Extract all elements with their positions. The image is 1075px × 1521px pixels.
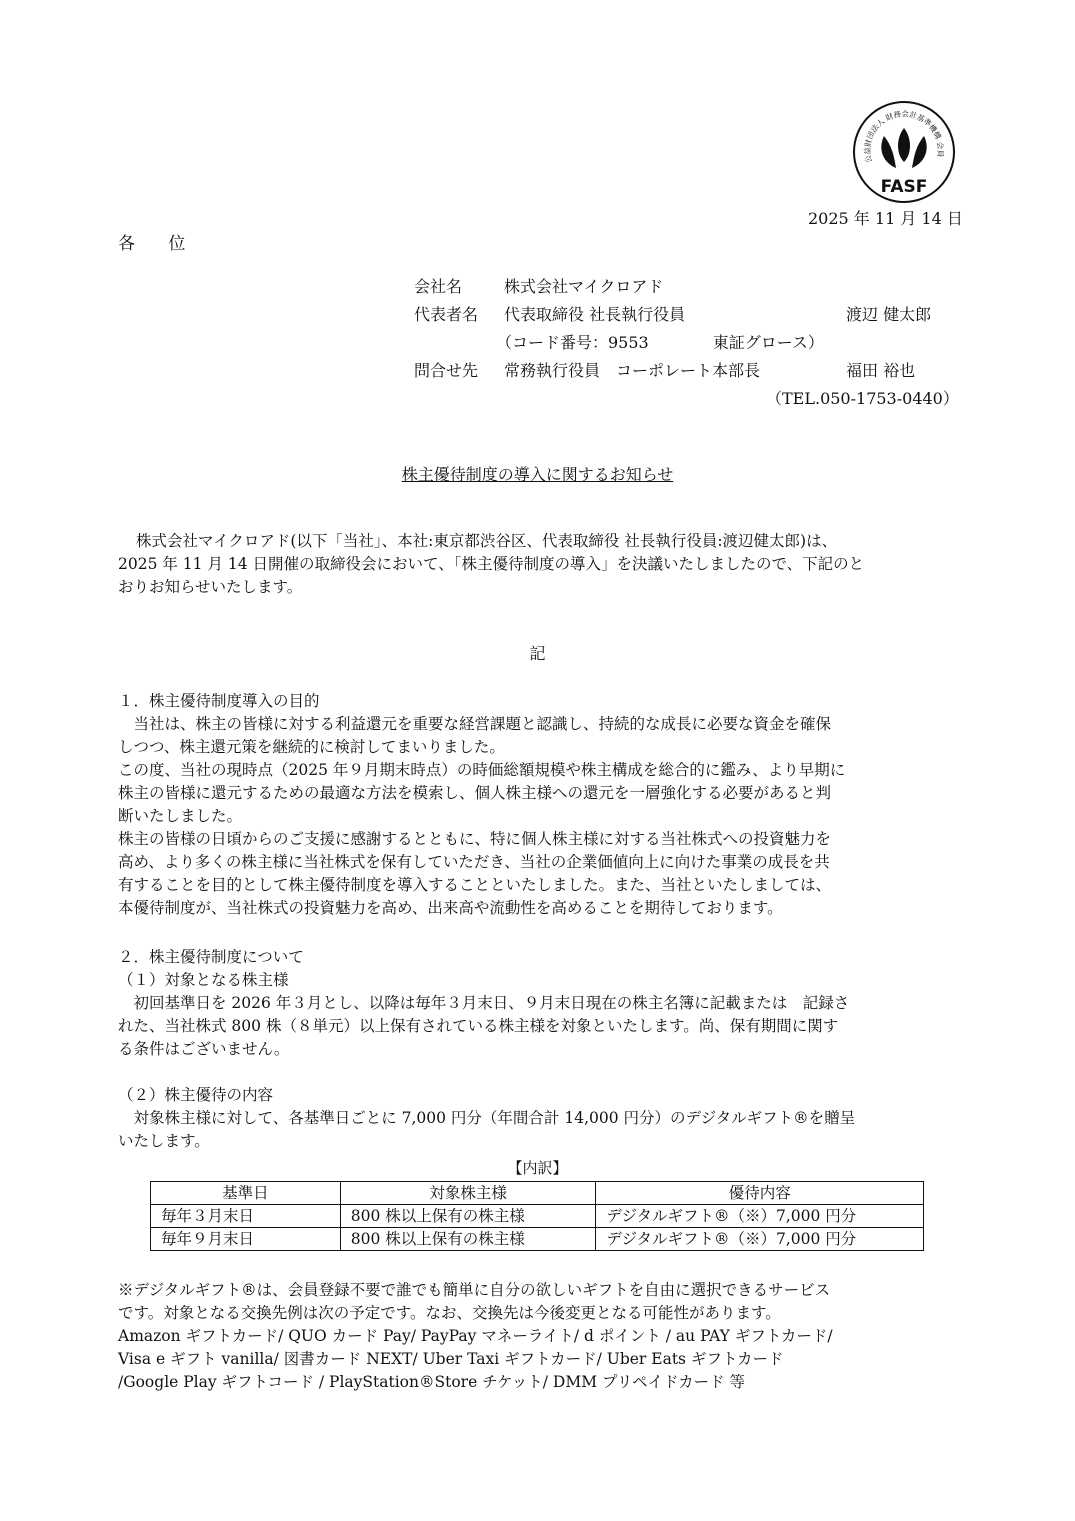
contact-title: 常務執行役員 コーポレート本部長 xyxy=(504,361,761,380)
subsection-2-line: 対象株主様に対して、各基準日ごとに 7,000 円分（年間合計 14,000 円分）のデジタルギフト®を贈呈 xyxy=(118,1109,856,1127)
contact-row xyxy=(414,358,954,386)
section-1-line: 本優待制度が、当社株式の投資魅力を高め、出来高や流動性を高めることを期待しております。 xyxy=(118,899,783,917)
benefit-table xyxy=(150,1181,924,1251)
intro-line: おりお知らせいたします。 xyxy=(118,578,303,596)
subsection-1-heading: （１）対象となる株主様 xyxy=(118,971,289,989)
section-1-line: 高め、より多くの株主様に当社株式を保有していただき、当社の企業価値向上に向けた事業の成長を共 xyxy=(118,853,830,871)
subsection-1-line: 初回基準日を 2026 年３月とし、以降は毎年３月末日、９月末日現在の株主名簿に記載または 記録さ xyxy=(118,994,850,1012)
stock-code: （コード番号：9553 東証グロース） xyxy=(496,333,824,352)
subsection-1-line: る条件はございません。 xyxy=(118,1040,290,1058)
section-2 xyxy=(118,946,958,1153)
table-cell: デジタルギフト®（※）7,000 円分 xyxy=(596,1205,924,1228)
representative-label: 代表者名 xyxy=(414,305,479,324)
representative-name: 渡辺 健太郎 xyxy=(846,305,932,324)
table-caption: 【内訳】 xyxy=(507,1159,568,1177)
logo-ring-text: 公益財団法人 財務会計基準機構 会員 xyxy=(862,109,946,164)
section-1-heading: １．株主優待制度導入の目的 xyxy=(118,692,320,710)
table-cell: 毎年３月末日 xyxy=(151,1205,341,1228)
section-2-heading: ２．株主優待制度について xyxy=(118,948,304,966)
company-row xyxy=(414,274,954,302)
table-header-row xyxy=(151,1182,924,1205)
addressee: 各 位 xyxy=(118,234,200,254)
column-header: 優待内容 xyxy=(596,1182,924,1205)
note-line: Amazon ギフトカード/ QUO カード Pay/ PayPay マネーライト/ d ポイント / au PAY ギフトカード/ xyxy=(118,1327,833,1345)
fasf-logo xyxy=(852,100,956,204)
section-1-line: 断いたしました。 xyxy=(118,807,243,825)
document-date: 2025 年 11 月 14 日 xyxy=(808,209,963,228)
section-1-line: 当社は、株主の皆様に対する利益還元を重要な経営課題と認識し、持続的な成長に必要な資金を確保 xyxy=(118,715,832,733)
subsection-1-line: れた、当社株式 800 株（８単元）以上保有されている株主様を対象といたします。尚、保有期間に関す xyxy=(118,1017,839,1035)
section-1-line: この度、当社の現時点（2025 年９月期末時点）の時価総額規模や株主構成を総合的に鑑み、より早期に xyxy=(118,761,846,779)
section-1-line: 株主の皆様に還元するための最適な方法を模索し、個人株主様への還元を一層強化する必要があると判 xyxy=(118,784,832,802)
note-line: ※デジタルギフト®は、会員登録不要で誰でも簡単に自分の欲しいギフトを自由に選択できるサービス xyxy=(118,1281,831,1299)
logo-text: FASF xyxy=(880,177,928,197)
section-1 xyxy=(118,690,958,920)
representative-title: 代表取締役 社長執行役員 xyxy=(504,305,686,324)
company-info xyxy=(414,274,959,414)
company-label: 会社名 xyxy=(414,277,463,296)
table-row xyxy=(151,1205,924,1228)
code-row xyxy=(414,330,954,358)
contact-label: 問合せ先 xyxy=(414,361,479,380)
section-1-line: 株主の皆様の日頃からのご支援に感謝するとともに、特に個人株主様に対する当社株式への投資魅力を xyxy=(118,830,832,848)
subsection-2-line: いたします。 xyxy=(118,1132,210,1150)
table-cell: 毎年９月末日 xyxy=(151,1228,341,1251)
table-row xyxy=(151,1228,924,1251)
subsection-2-heading: （２）株主優待の内容 xyxy=(118,1086,274,1104)
notes xyxy=(118,1279,958,1394)
note-line: Visa e ギフト vanilla/ 図書カード NEXT/ Uber Taxi ギフトカード/ Uber Eats ギフトカード xyxy=(118,1350,784,1368)
section-1-line: 有することを目的として株主優待制度を導入することといたしました。また、当社といたしましては、 xyxy=(118,876,832,894)
intro-paragraph xyxy=(118,530,958,599)
tel-row xyxy=(414,386,959,414)
column-header: 基準日 xyxy=(151,1182,341,1205)
company-value: 株式会社マイクロアド xyxy=(504,277,664,296)
document-title xyxy=(0,462,1075,485)
section-1-line: しつつ、株主還元策を継続的に検討してまいりました。 xyxy=(118,738,505,756)
table-cell: デジタルギフト®（※）7,000 円分 xyxy=(596,1228,924,1251)
ki-mark: 記 xyxy=(529,644,546,663)
contact-tel: （TEL.050-1753-0440） xyxy=(766,389,959,408)
column-header: 対象株主様 xyxy=(340,1182,596,1205)
table-cell: 800 株以上保有の株主様 xyxy=(340,1205,596,1228)
intro-line: 2025 年 11 月 14 日開催の取締役会において、「株主優待制度の導入」を決議いたしましたので、下記のと xyxy=(118,555,865,573)
intro-line: 株式会社マイクロアド(以下「当社」、本社:東京都渋谷区、代表取締役 社長執行役員:渡辺健太郎)は、 xyxy=(136,532,838,550)
table-cell: 800 株以上保有の株主様 xyxy=(340,1228,596,1251)
note-line: /Google Play ギフトコード / PlayStation®Store チケット/ DMM プリペイドカード 等 xyxy=(118,1373,746,1391)
document-title-text: 株主優待制度の導入に関するお知らせ xyxy=(401,465,674,484)
note-line: です。対象となる交換先例は次の予定です。なお、交換先は今後変更となる可能性があります。 xyxy=(118,1304,781,1322)
representative-row xyxy=(414,302,954,330)
contact-name: 福田 裕也 xyxy=(846,361,916,380)
